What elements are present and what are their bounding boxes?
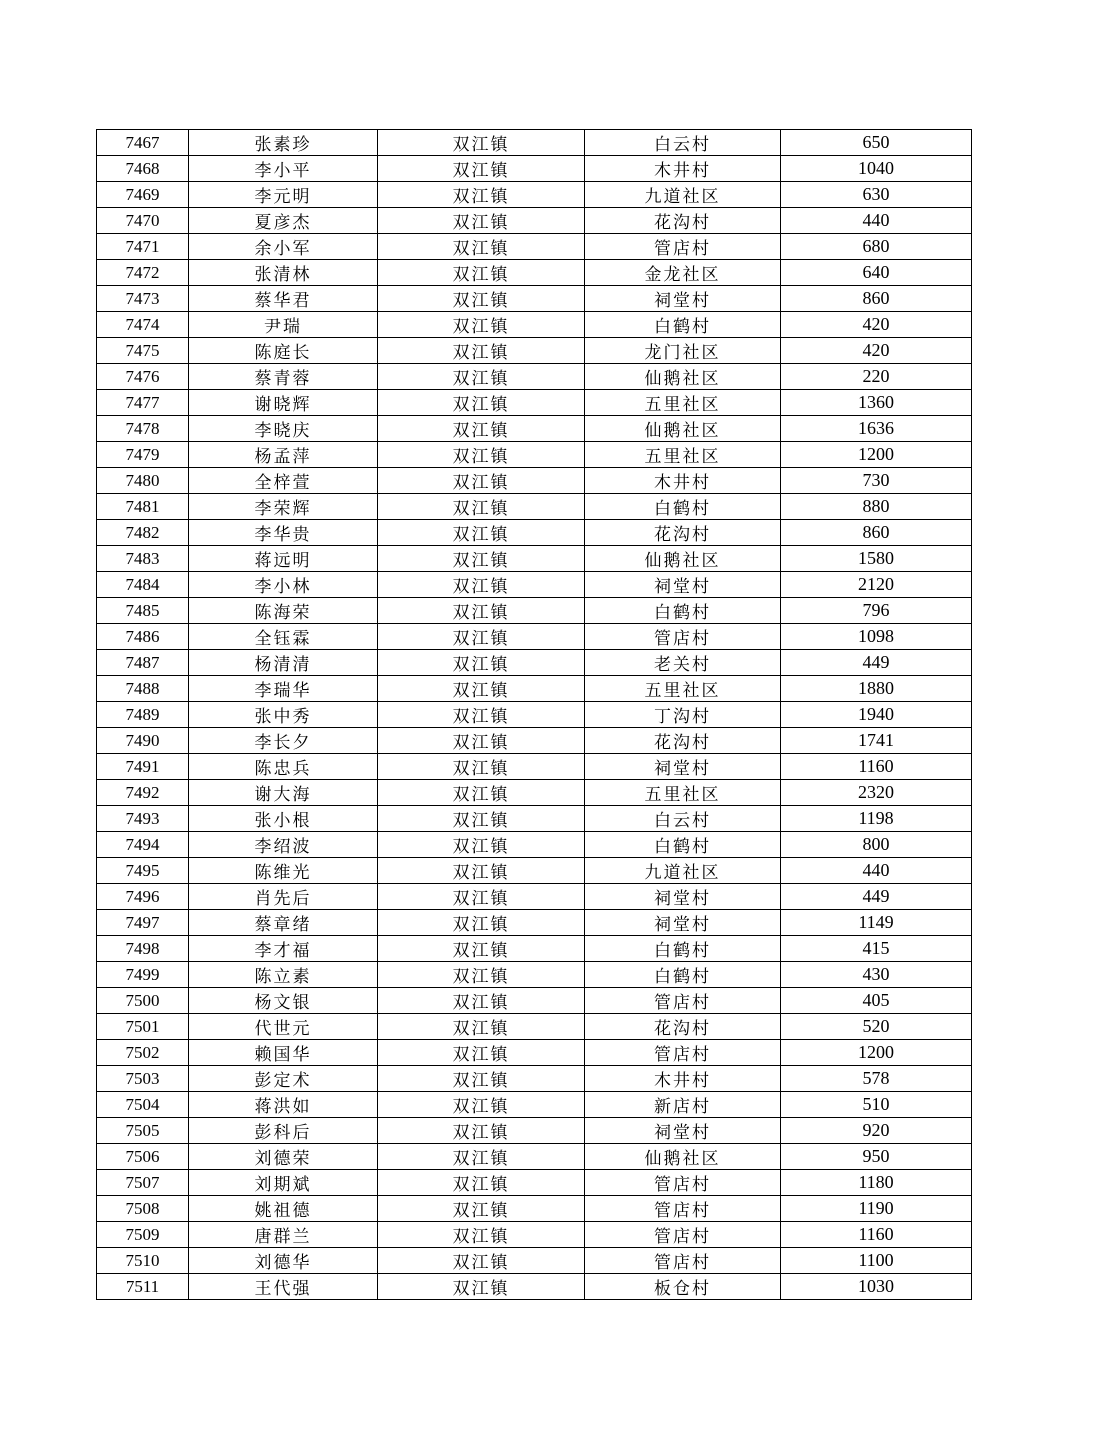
cell-amount: 440 xyxy=(781,858,972,884)
cell-id: 7479 xyxy=(97,442,189,468)
cell-village: 管店村 xyxy=(585,1248,781,1274)
cell-id: 7487 xyxy=(97,650,189,676)
cell-village: 仙鹅社区 xyxy=(585,364,781,390)
cell-id: 7496 xyxy=(97,884,189,910)
cell-town: 双江镇 xyxy=(378,156,585,182)
cell-amount: 449 xyxy=(781,650,972,676)
table-row xyxy=(97,286,972,312)
cell-name: 唐群兰 xyxy=(189,1222,378,1248)
cell-village: 板仓村 xyxy=(585,1274,781,1300)
cell-id: 7483 xyxy=(97,546,189,572)
cell-name: 李晓庆 xyxy=(189,416,378,442)
cell-name: 李荣辉 xyxy=(189,494,378,520)
table-row xyxy=(97,1040,972,1066)
cell-town: 双江镇 xyxy=(378,702,585,728)
cell-village: 白云村 xyxy=(585,130,781,156)
table-row xyxy=(97,624,972,650)
cell-amount: 2320 xyxy=(781,780,972,806)
cell-name: 李长夕 xyxy=(189,728,378,754)
cell-id: 7505 xyxy=(97,1118,189,1144)
cell-amount: 1040 xyxy=(781,156,972,182)
cell-village: 五里社区 xyxy=(585,780,781,806)
cell-amount: 630 xyxy=(781,182,972,208)
cell-name: 陈庭长 xyxy=(189,338,378,364)
cell-name: 刘德华 xyxy=(189,1248,378,1274)
cell-amount: 860 xyxy=(781,520,972,546)
cell-amount: 2120 xyxy=(781,572,972,598)
cell-name: 刘德荣 xyxy=(189,1144,378,1170)
cell-amount: 650 xyxy=(781,130,972,156)
cell-id: 7489 xyxy=(97,702,189,728)
cell-name: 王代强 xyxy=(189,1274,378,1300)
cell-name: 肖先后 xyxy=(189,884,378,910)
cell-amount: 860 xyxy=(781,286,972,312)
cell-id: 7477 xyxy=(97,390,189,416)
cell-town: 双江镇 xyxy=(378,936,585,962)
table-row xyxy=(97,1222,972,1248)
table-row xyxy=(97,1144,972,1170)
cell-id: 7469 xyxy=(97,182,189,208)
cell-id: 7500 xyxy=(97,988,189,1014)
cell-amount: 440 xyxy=(781,208,972,234)
cell-id: 7467 xyxy=(97,130,189,156)
cell-village: 祠堂村 xyxy=(585,910,781,936)
cell-amount: 1200 xyxy=(781,442,972,468)
cell-id: 7481 xyxy=(97,494,189,520)
cell-village: 白鹤村 xyxy=(585,598,781,624)
table-row xyxy=(97,910,972,936)
cell-amount: 420 xyxy=(781,338,972,364)
cell-town: 双江镇 xyxy=(378,806,585,832)
cell-amount: 920 xyxy=(781,1118,972,1144)
cell-id: 7490 xyxy=(97,728,189,754)
cell-town: 双江镇 xyxy=(378,1040,585,1066)
cell-town: 双江镇 xyxy=(378,520,585,546)
cell-town: 双江镇 xyxy=(378,598,585,624)
cell-village: 花沟村 xyxy=(585,728,781,754)
cell-village: 祠堂村 xyxy=(585,572,781,598)
cell-town: 双江镇 xyxy=(378,286,585,312)
cell-id: 7511 xyxy=(97,1274,189,1300)
table-row xyxy=(97,546,972,572)
cell-amount: 1149 xyxy=(781,910,972,936)
cell-id: 7473 xyxy=(97,286,189,312)
cell-town: 双江镇 xyxy=(378,1248,585,1274)
cell-town: 双江镇 xyxy=(378,390,585,416)
cell-town: 双江镇 xyxy=(378,650,585,676)
cell-name: 陈立素 xyxy=(189,962,378,988)
table-row xyxy=(97,832,972,858)
cell-name: 赖国华 xyxy=(189,1040,378,1066)
cell-town: 双江镇 xyxy=(378,494,585,520)
cell-town: 双江镇 xyxy=(378,1222,585,1248)
table-row xyxy=(97,182,972,208)
cell-id: 7508 xyxy=(97,1196,189,1222)
cell-village: 仙鹅社区 xyxy=(585,1144,781,1170)
cell-amount: 1880 xyxy=(781,676,972,702)
cell-name: 谢大海 xyxy=(189,780,378,806)
cell-town: 双江镇 xyxy=(378,1196,585,1222)
cell-name: 刘期斌 xyxy=(189,1170,378,1196)
cell-id: 7494 xyxy=(97,832,189,858)
cell-name: 彭定术 xyxy=(189,1066,378,1092)
cell-village: 木井村 xyxy=(585,468,781,494)
cell-village: 祠堂村 xyxy=(585,1118,781,1144)
cell-village: 管店村 xyxy=(585,1040,781,1066)
cell-id: 7471 xyxy=(97,234,189,260)
cell-name: 全钰霖 xyxy=(189,624,378,650)
cell-town: 双江镇 xyxy=(378,832,585,858)
table-row xyxy=(97,260,972,286)
cell-town: 双江镇 xyxy=(378,416,585,442)
cell-town: 双江镇 xyxy=(378,780,585,806)
table-body xyxy=(97,130,972,1300)
cell-id: 7484 xyxy=(97,572,189,598)
cell-village: 木井村 xyxy=(585,156,781,182)
table-row xyxy=(97,702,972,728)
cell-amount: 415 xyxy=(781,936,972,962)
cell-id: 7486 xyxy=(97,624,189,650)
cell-town: 双江镇 xyxy=(378,364,585,390)
cell-amount: 640 xyxy=(781,260,972,286)
table-row xyxy=(97,364,972,390)
cell-name: 张素珍 xyxy=(189,130,378,156)
cell-name: 蔡华君 xyxy=(189,286,378,312)
cell-town: 双江镇 xyxy=(378,182,585,208)
cell-name: 杨孟萍 xyxy=(189,442,378,468)
cell-town: 双江镇 xyxy=(378,754,585,780)
cell-amount: 1030 xyxy=(781,1274,972,1300)
cell-name: 李才福 xyxy=(189,936,378,962)
cell-village: 九道社区 xyxy=(585,182,781,208)
cell-name: 蒋远明 xyxy=(189,546,378,572)
cell-village: 五里社区 xyxy=(585,442,781,468)
cell-name: 杨文银 xyxy=(189,988,378,1014)
cell-town: 双江镇 xyxy=(378,962,585,988)
cell-id: 7480 xyxy=(97,468,189,494)
table-row xyxy=(97,858,972,884)
cell-amount: 430 xyxy=(781,962,972,988)
cell-name: 蒋洪如 xyxy=(189,1092,378,1118)
cell-amount: 1940 xyxy=(781,702,972,728)
cell-village: 五里社区 xyxy=(585,676,781,702)
cell-town: 双江镇 xyxy=(378,1144,585,1170)
cell-id: 7501 xyxy=(97,1014,189,1040)
cell-id: 7506 xyxy=(97,1144,189,1170)
cell-village: 龙门社区 xyxy=(585,338,781,364)
cell-id: 7485 xyxy=(97,598,189,624)
cell-name: 李绍波 xyxy=(189,832,378,858)
table-row xyxy=(97,1066,972,1092)
table-row xyxy=(97,598,972,624)
cell-amount: 796 xyxy=(781,598,972,624)
table-row xyxy=(97,1170,972,1196)
table-row xyxy=(97,650,972,676)
cell-town: 双江镇 xyxy=(378,910,585,936)
cell-id: 7468 xyxy=(97,156,189,182)
table-row xyxy=(97,520,972,546)
cell-name: 杨清清 xyxy=(189,650,378,676)
cell-name: 李瑞华 xyxy=(189,676,378,702)
cell-amount: 1100 xyxy=(781,1248,972,1274)
cell-village: 仙鹅社区 xyxy=(585,416,781,442)
cell-amount: 1360 xyxy=(781,390,972,416)
cell-village: 金龙社区 xyxy=(585,260,781,286)
table-row xyxy=(97,1196,972,1222)
cell-id: 7470 xyxy=(97,208,189,234)
table-row xyxy=(97,572,972,598)
cell-name: 张中秀 xyxy=(189,702,378,728)
cell-name: 谢晓辉 xyxy=(189,390,378,416)
cell-town: 双江镇 xyxy=(378,624,585,650)
cell-amount: 510 xyxy=(781,1092,972,1118)
cell-town: 双江镇 xyxy=(378,1118,585,1144)
cell-town: 双江镇 xyxy=(378,234,585,260)
cell-amount: 730 xyxy=(781,468,972,494)
cell-id: 7495 xyxy=(97,858,189,884)
table-row xyxy=(97,130,972,156)
table-row xyxy=(97,1248,972,1274)
cell-amount: 1160 xyxy=(781,1222,972,1248)
cell-town: 双江镇 xyxy=(378,1170,585,1196)
table-row xyxy=(97,806,972,832)
cell-town: 双江镇 xyxy=(378,572,585,598)
cell-id: 7472 xyxy=(97,260,189,286)
table-row xyxy=(97,442,972,468)
cell-village: 白鹤村 xyxy=(585,832,781,858)
table-row xyxy=(97,936,972,962)
cell-town: 双江镇 xyxy=(378,676,585,702)
cell-name: 夏彦杰 xyxy=(189,208,378,234)
cell-village: 管店村 xyxy=(585,624,781,650)
table-row xyxy=(97,468,972,494)
cell-town: 双江镇 xyxy=(378,988,585,1014)
table-row xyxy=(97,676,972,702)
data-table xyxy=(96,129,972,1300)
cell-id: 7502 xyxy=(97,1040,189,1066)
table-row xyxy=(97,338,972,364)
cell-name: 全梓萱 xyxy=(189,468,378,494)
table-row xyxy=(97,494,972,520)
table-row xyxy=(97,390,972,416)
cell-name: 姚祖德 xyxy=(189,1196,378,1222)
table-row xyxy=(97,312,972,338)
cell-amount: 1580 xyxy=(781,546,972,572)
cell-name: 彭科后 xyxy=(189,1118,378,1144)
cell-village: 花沟村 xyxy=(585,208,781,234)
cell-name: 李小平 xyxy=(189,156,378,182)
cell-amount: 1190 xyxy=(781,1196,972,1222)
cell-town: 双江镇 xyxy=(378,130,585,156)
cell-town: 双江镇 xyxy=(378,468,585,494)
cell-amount: 1180 xyxy=(781,1170,972,1196)
cell-name: 蔡青蓉 xyxy=(189,364,378,390)
cell-name: 余小军 xyxy=(189,234,378,260)
cell-amount: 800 xyxy=(781,832,972,858)
cell-name: 蔡章绪 xyxy=(189,910,378,936)
cell-id: 7497 xyxy=(97,910,189,936)
cell-id: 7474 xyxy=(97,312,189,338)
table-row xyxy=(97,1014,972,1040)
cell-id: 7504 xyxy=(97,1092,189,1118)
cell-amount: 1098 xyxy=(781,624,972,650)
cell-amount: 1200 xyxy=(781,1040,972,1066)
cell-id: 7498 xyxy=(97,936,189,962)
cell-amount: 220 xyxy=(781,364,972,390)
cell-village: 祠堂村 xyxy=(585,286,781,312)
table-row xyxy=(97,208,972,234)
cell-amount: 880 xyxy=(781,494,972,520)
cell-id: 7478 xyxy=(97,416,189,442)
cell-name: 张清林 xyxy=(189,260,378,286)
cell-name: 李小林 xyxy=(189,572,378,598)
cell-amount: 680 xyxy=(781,234,972,260)
cell-town: 双江镇 xyxy=(378,1014,585,1040)
cell-amount: 1741 xyxy=(781,728,972,754)
table-row xyxy=(97,884,972,910)
cell-amount: 1198 xyxy=(781,806,972,832)
cell-id: 7510 xyxy=(97,1248,189,1274)
cell-town: 双江镇 xyxy=(378,442,585,468)
cell-town: 双江镇 xyxy=(378,260,585,286)
cell-town: 双江镇 xyxy=(378,884,585,910)
table-row xyxy=(97,1118,972,1144)
cell-id: 7482 xyxy=(97,520,189,546)
cell-village: 白云村 xyxy=(585,806,781,832)
cell-village: 管店村 xyxy=(585,234,781,260)
cell-village: 白鹤村 xyxy=(585,936,781,962)
cell-amount: 1160 xyxy=(781,754,972,780)
cell-name: 张小根 xyxy=(189,806,378,832)
cell-town: 双江镇 xyxy=(378,858,585,884)
table-row xyxy=(97,728,972,754)
cell-amount: 1636 xyxy=(781,416,972,442)
cell-id: 7476 xyxy=(97,364,189,390)
cell-village: 白鹤村 xyxy=(585,494,781,520)
cell-village: 丁沟村 xyxy=(585,702,781,728)
table-row xyxy=(97,1274,972,1300)
cell-town: 双江镇 xyxy=(378,208,585,234)
cell-amount: 520 xyxy=(781,1014,972,1040)
table-row xyxy=(97,988,972,1014)
table-row xyxy=(97,1092,972,1118)
cell-id: 7503 xyxy=(97,1066,189,1092)
cell-village: 老关村 xyxy=(585,650,781,676)
cell-village: 祠堂村 xyxy=(585,754,781,780)
cell-amount: 420 xyxy=(781,312,972,338)
cell-id: 7475 xyxy=(97,338,189,364)
cell-village: 管店村 xyxy=(585,1196,781,1222)
cell-village: 管店村 xyxy=(585,1222,781,1248)
cell-name: 陈维光 xyxy=(189,858,378,884)
table-row xyxy=(97,416,972,442)
cell-id: 7507 xyxy=(97,1170,189,1196)
table-row xyxy=(97,234,972,260)
cell-village: 花沟村 xyxy=(585,1014,781,1040)
cell-id: 7499 xyxy=(97,962,189,988)
cell-town: 双江镇 xyxy=(378,728,585,754)
cell-id: 7509 xyxy=(97,1222,189,1248)
cell-amount: 405 xyxy=(781,988,972,1014)
cell-village: 管店村 xyxy=(585,1170,781,1196)
cell-name: 李华贵 xyxy=(189,520,378,546)
table-row xyxy=(97,156,972,182)
cell-name: 陈海荣 xyxy=(189,598,378,624)
cell-village: 管店村 xyxy=(585,988,781,1014)
cell-village: 花沟村 xyxy=(585,520,781,546)
table-row xyxy=(97,754,972,780)
table-row xyxy=(97,780,972,806)
cell-id: 7492 xyxy=(97,780,189,806)
cell-id: 7488 xyxy=(97,676,189,702)
cell-name: 代世元 xyxy=(189,1014,378,1040)
cell-town: 双江镇 xyxy=(378,1092,585,1118)
cell-town: 双江镇 xyxy=(378,1066,585,1092)
cell-village: 祠堂村 xyxy=(585,884,781,910)
cell-amount: 578 xyxy=(781,1066,972,1092)
cell-id: 7491 xyxy=(97,754,189,780)
cell-id: 7493 xyxy=(97,806,189,832)
cell-amount: 449 xyxy=(781,884,972,910)
cell-name: 尹瑞 xyxy=(189,312,378,338)
cell-town: 双江镇 xyxy=(378,338,585,364)
cell-amount: 950 xyxy=(781,1144,972,1170)
cell-name: 陈忠兵 xyxy=(189,754,378,780)
table-row xyxy=(97,962,972,988)
cell-village: 五里社区 xyxy=(585,390,781,416)
cell-town: 双江镇 xyxy=(378,312,585,338)
cell-village: 九道社区 xyxy=(585,858,781,884)
cell-village: 木井村 xyxy=(585,1066,781,1092)
cell-village: 新店村 xyxy=(585,1092,781,1118)
cell-village: 白鹤村 xyxy=(585,312,781,338)
cell-village: 仙鹅社区 xyxy=(585,546,781,572)
cell-village: 白鹤村 xyxy=(585,962,781,988)
cell-name: 李元明 xyxy=(189,182,378,208)
cell-town: 双江镇 xyxy=(378,1274,585,1300)
cell-town: 双江镇 xyxy=(378,546,585,572)
